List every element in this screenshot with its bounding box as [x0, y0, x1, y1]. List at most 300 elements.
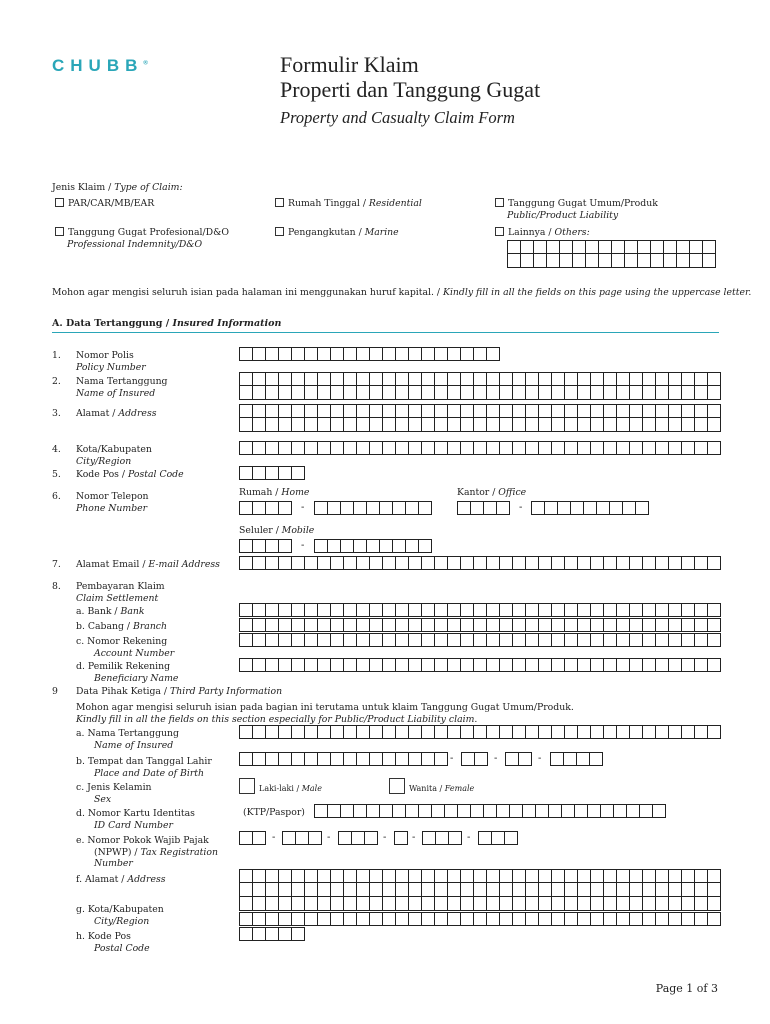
- char-box[interactable]: [409, 725, 422, 739]
- char-box[interactable]: [604, 869, 617, 883]
- home-phone-input[interactable]: [314, 501, 432, 515]
- char-box[interactable]: [409, 618, 422, 632]
- char-box[interactable]: [565, 883, 578, 897]
- char-box[interactable]: [383, 883, 396, 897]
- char-box[interactable]: [513, 658, 526, 672]
- char-box[interactable]: [344, 618, 357, 632]
- char-box[interactable]: [500, 603, 513, 617]
- char-box[interactable]: [422, 556, 435, 570]
- email-input[interactable]: [239, 556, 721, 570]
- char-box[interactable]: [630, 618, 643, 632]
- char-box[interactable]: [357, 752, 370, 766]
- char-box[interactable]: [370, 404, 383, 418]
- char-box[interactable]: [532, 501, 545, 515]
- char-box[interactable]: [565, 725, 578, 739]
- char-box[interactable]: [422, 658, 435, 672]
- char-box[interactable]: [370, 658, 383, 672]
- char-box[interactable]: [357, 404, 370, 418]
- char-box[interactable]: [591, 869, 604, 883]
- char-box[interactable]: [305, 752, 318, 766]
- char-box[interactable]: [396, 725, 409, 739]
- char-box[interactable]: [253, 897, 266, 911]
- char-box[interactable]: [630, 372, 643, 386]
- checkbox[interactable]: [275, 198, 284, 207]
- char-box[interactable]: [500, 404, 513, 418]
- char-box[interactable]: [604, 556, 617, 570]
- char-box[interactable]: [344, 418, 357, 432]
- char-box[interactable]: [462, 752, 475, 766]
- char-box[interactable]: [513, 912, 526, 926]
- char-box[interactable]: [409, 897, 422, 911]
- char-box[interactable]: [396, 869, 409, 883]
- id-card-input[interactable]: [314, 804, 666, 818]
- char-box[interactable]: [591, 725, 604, 739]
- char-box[interactable]: [266, 501, 279, 515]
- char-box[interactable]: [656, 725, 669, 739]
- char-box[interactable]: [526, 441, 539, 455]
- char-box[interactable]: [604, 418, 617, 432]
- char-box[interactable]: [630, 897, 643, 911]
- char-box[interactable]: [292, 347, 305, 361]
- char-box[interactable]: [578, 618, 591, 632]
- char-box[interactable]: [638, 240, 651, 254]
- char-box[interactable]: [695, 725, 708, 739]
- char-box[interactable]: [573, 240, 586, 254]
- char-box[interactable]: [521, 240, 534, 254]
- char-box[interactable]: [396, 418, 409, 432]
- char-box[interactable]: [279, 725, 292, 739]
- char-box[interactable]: [526, 556, 539, 570]
- npwp-part4[interactable]: [394, 831, 408, 845]
- char-box[interactable]: [305, 556, 318, 570]
- char-box[interactable]: [279, 556, 292, 570]
- char-box[interactable]: [513, 386, 526, 400]
- char-box[interactable]: [409, 556, 422, 570]
- char-box[interactable]: [292, 725, 305, 739]
- char-box[interactable]: [344, 347, 357, 361]
- char-box[interactable]: [591, 897, 604, 911]
- char-box[interactable]: [383, 372, 396, 386]
- char-box[interactable]: [617, 603, 630, 617]
- char-box[interactable]: [643, 658, 656, 672]
- char-box[interactable]: [656, 883, 669, 897]
- char-box[interactable]: [240, 752, 253, 766]
- char-box[interactable]: [703, 240, 716, 254]
- char-box[interactable]: [240, 927, 253, 941]
- char-box[interactable]: [643, 912, 656, 926]
- char-box[interactable]: [461, 883, 474, 897]
- char-box[interactable]: [292, 633, 305, 647]
- char-box[interactable]: [305, 618, 318, 632]
- char-box[interactable]: [497, 501, 510, 515]
- char-box[interactable]: [565, 404, 578, 418]
- char-box[interactable]: [474, 912, 487, 926]
- char-box[interactable]: [266, 633, 279, 647]
- char-box[interactable]: [630, 556, 643, 570]
- char-box[interactable]: [625, 240, 638, 254]
- char-box[interactable]: [266, 897, 279, 911]
- char-box[interactable]: [461, 347, 474, 361]
- char-box[interactable]: [604, 372, 617, 386]
- char-box[interactable]: [552, 404, 565, 418]
- char-box[interactable]: [331, 418, 344, 432]
- char-box[interactable]: [383, 912, 396, 926]
- char-box[interactable]: [422, 441, 435, 455]
- char-box[interactable]: [578, 418, 591, 432]
- char-box[interactable]: [292, 752, 305, 766]
- char-box[interactable]: [526, 618, 539, 632]
- char-box[interactable]: [448, 347, 461, 361]
- char-box[interactable]: [630, 441, 643, 455]
- char-box[interactable]: [395, 831, 408, 845]
- char-box[interactable]: [539, 404, 552, 418]
- char-box[interactable]: [448, 912, 461, 926]
- char-box[interactable]: [318, 633, 331, 647]
- char-box[interactable]: [458, 804, 471, 818]
- char-box[interactable]: [448, 725, 461, 739]
- char-box[interactable]: [253, 927, 266, 941]
- char-box[interactable]: [393, 804, 406, 818]
- char-box[interactable]: [331, 869, 344, 883]
- char-box[interactable]: [266, 752, 279, 766]
- char-box[interactable]: [552, 658, 565, 672]
- char-box[interactable]: [357, 386, 370, 400]
- char-box[interactable]: [578, 869, 591, 883]
- char-box[interactable]: [365, 831, 378, 845]
- char-box[interactable]: [279, 603, 292, 617]
- char-box[interactable]: [357, 556, 370, 570]
- char-box[interactable]: [448, 556, 461, 570]
- char-box[interactable]: [266, 658, 279, 672]
- char-box[interactable]: [513, 556, 526, 570]
- char-box[interactable]: [669, 441, 682, 455]
- birth-year-input[interactable]: [550, 752, 603, 766]
- char-box[interactable]: [708, 441, 721, 455]
- char-box[interactable]: [370, 386, 383, 400]
- char-box[interactable]: [357, 347, 370, 361]
- char-box[interactable]: [526, 725, 539, 739]
- char-box[interactable]: [617, 897, 630, 911]
- char-box[interactable]: [487, 618, 500, 632]
- char-box[interactable]: [305, 883, 318, 897]
- char-box[interactable]: [354, 804, 367, 818]
- char-box[interactable]: [643, 883, 656, 897]
- char-box[interactable]: [695, 912, 708, 926]
- char-box[interactable]: [656, 556, 669, 570]
- char-box[interactable]: [292, 603, 305, 617]
- char-box[interactable]: [279, 927, 292, 941]
- char-box[interactable]: [591, 633, 604, 647]
- char-box[interactable]: [545, 501, 558, 515]
- char-box[interactable]: [331, 752, 344, 766]
- char-box[interactable]: [695, 603, 708, 617]
- char-box[interactable]: [435, 556, 448, 570]
- char-box[interactable]: [539, 897, 552, 911]
- char-box[interactable]: [552, 897, 565, 911]
- char-box[interactable]: [292, 618, 305, 632]
- char-box[interactable]: [240, 869, 253, 883]
- birth-day-input[interactable]: [461, 752, 488, 766]
- char-box[interactable]: [318, 658, 331, 672]
- char-box[interactable]: [422, 618, 435, 632]
- char-box[interactable]: [500, 441, 513, 455]
- char-box[interactable]: [448, 441, 461, 455]
- char-box[interactable]: [292, 441, 305, 455]
- char-box[interactable]: [435, 752, 448, 766]
- char-box[interactable]: [370, 752, 383, 766]
- char-box[interactable]: [331, 386, 344, 400]
- tp-address-input[interactable]: [239, 869, 721, 911]
- char-box[interactable]: [328, 501, 341, 515]
- char-box[interactable]: [240, 347, 253, 361]
- char-box[interactable]: [669, 658, 682, 672]
- char-box[interactable]: [552, 418, 565, 432]
- char-box[interactable]: [669, 372, 682, 386]
- char-box[interactable]: [565, 603, 578, 617]
- char-box[interactable]: [695, 618, 708, 632]
- char-box[interactable]: [690, 240, 703, 254]
- char-box[interactable]: [578, 556, 591, 570]
- char-box[interactable]: [370, 897, 383, 911]
- char-box[interactable]: [526, 658, 539, 672]
- char-box[interactable]: [492, 831, 505, 845]
- checkbox[interactable]: [55, 198, 64, 207]
- char-box[interactable]: [513, 883, 526, 897]
- char-box[interactable]: [396, 618, 409, 632]
- char-box[interactable]: [331, 556, 344, 570]
- char-box[interactable]: [435, 404, 448, 418]
- char-box[interactable]: [505, 831, 518, 845]
- char-box[interactable]: [409, 441, 422, 455]
- char-box[interactable]: [396, 912, 409, 926]
- char-box[interactable]: [656, 418, 669, 432]
- char-box[interactable]: [344, 441, 357, 455]
- char-box[interactable]: [487, 418, 500, 432]
- char-box[interactable]: [266, 869, 279, 883]
- char-box[interactable]: [240, 556, 253, 570]
- char-box[interactable]: [599, 254, 612, 268]
- char-box[interactable]: [383, 633, 396, 647]
- char-box[interactable]: [536, 804, 549, 818]
- char-box[interactable]: [578, 897, 591, 911]
- char-box[interactable]: [500, 897, 513, 911]
- char-box[interactable]: [448, 658, 461, 672]
- char-box[interactable]: [370, 603, 383, 617]
- char-box[interactable]: [604, 883, 617, 897]
- char-box[interactable]: [422, 386, 435, 400]
- char-box[interactable]: [617, 404, 630, 418]
- char-box[interactable]: [266, 539, 279, 553]
- char-box[interactable]: [577, 752, 590, 766]
- char-box[interactable]: [266, 372, 279, 386]
- char-box[interactable]: [474, 883, 487, 897]
- char-box[interactable]: [448, 404, 461, 418]
- char-box[interactable]: [383, 556, 396, 570]
- char-box[interactable]: [296, 831, 309, 845]
- char-box[interactable]: [526, 869, 539, 883]
- char-box[interactable]: [279, 404, 292, 418]
- char-box[interactable]: [422, 404, 435, 418]
- char-box[interactable]: [367, 501, 380, 515]
- char-box[interactable]: [396, 752, 409, 766]
- char-box[interactable]: [651, 254, 664, 268]
- char-box[interactable]: [643, 386, 656, 400]
- char-box[interactable]: [422, 725, 435, 739]
- char-box[interactable]: [283, 831, 296, 845]
- char-box[interactable]: [292, 418, 305, 432]
- checkbox[interactable]: [275, 227, 284, 236]
- char-box[interactable]: [393, 539, 406, 553]
- char-box[interactable]: [565, 618, 578, 632]
- char-box[interactable]: [578, 386, 591, 400]
- char-box[interactable]: [448, 633, 461, 647]
- char-box[interactable]: [240, 404, 253, 418]
- char-box[interactable]: [331, 441, 344, 455]
- char-box[interactable]: [406, 501, 419, 515]
- char-box[interactable]: [630, 418, 643, 432]
- char-box[interactable]: [435, 912, 448, 926]
- char-box[interactable]: [708, 556, 721, 570]
- char-box[interactable]: [344, 633, 357, 647]
- npwp-part6[interactable]: [478, 831, 518, 845]
- char-box[interactable]: [526, 603, 539, 617]
- char-box[interactable]: [461, 618, 474, 632]
- char-box[interactable]: [370, 556, 383, 570]
- bank-input[interactable]: [239, 603, 721, 617]
- char-box[interactable]: [627, 804, 640, 818]
- char-box[interactable]: [526, 386, 539, 400]
- char-box[interactable]: [669, 633, 682, 647]
- char-box[interactable]: [630, 869, 643, 883]
- char-box[interactable]: [656, 658, 669, 672]
- birth-month-input[interactable]: [505, 752, 532, 766]
- char-box[interactable]: [519, 752, 532, 766]
- char-box[interactable]: [318, 603, 331, 617]
- char-box[interactable]: [523, 804, 536, 818]
- char-box[interactable]: [279, 347, 292, 361]
- char-box[interactable]: [396, 633, 409, 647]
- char-box[interactable]: [500, 556, 513, 570]
- char-box[interactable]: [435, 869, 448, 883]
- char-box[interactable]: [370, 883, 383, 897]
- char-box[interactable]: [636, 501, 649, 515]
- char-box[interactable]: [461, 386, 474, 400]
- char-box[interactable]: [279, 501, 292, 515]
- account-number-input[interactable]: [239, 633, 721, 647]
- char-box[interactable]: [292, 897, 305, 911]
- char-box[interactable]: [534, 240, 547, 254]
- char-box[interactable]: [630, 404, 643, 418]
- char-box[interactable]: [604, 725, 617, 739]
- char-box[interactable]: [604, 404, 617, 418]
- char-box[interactable]: [653, 804, 666, 818]
- char-box[interactable]: [409, 869, 422, 883]
- char-box[interactable]: [461, 372, 474, 386]
- char-box[interactable]: [448, 418, 461, 432]
- char-box[interactable]: [487, 897, 500, 911]
- char-box[interactable]: [240, 372, 253, 386]
- char-box[interactable]: [623, 501, 636, 515]
- char-box[interactable]: [487, 658, 500, 672]
- char-box[interactable]: [461, 725, 474, 739]
- char-box[interactable]: [630, 658, 643, 672]
- char-box[interactable]: [682, 869, 695, 883]
- char-box[interactable]: [500, 912, 513, 926]
- char-box[interactable]: [240, 831, 253, 845]
- char-box[interactable]: [565, 869, 578, 883]
- char-box[interactable]: [656, 603, 669, 617]
- char-box[interactable]: [526, 633, 539, 647]
- char-box[interactable]: [552, 633, 565, 647]
- char-box[interactable]: [630, 633, 643, 647]
- char-box[interactable]: [328, 804, 341, 818]
- office-phone-area-input[interactable]: [457, 501, 510, 515]
- char-box[interactable]: [591, 618, 604, 632]
- char-box[interactable]: [682, 556, 695, 570]
- char-box[interactable]: [590, 752, 603, 766]
- char-box[interactable]: [708, 725, 721, 739]
- char-box[interactable]: [435, 883, 448, 897]
- char-box[interactable]: [253, 869, 266, 883]
- char-box[interactable]: [380, 539, 393, 553]
- char-box[interactable]: [513, 897, 526, 911]
- char-box[interactable]: [240, 912, 253, 926]
- char-box[interactable]: [240, 603, 253, 617]
- char-box[interactable]: [539, 441, 552, 455]
- npwp-part3[interactable]: [338, 831, 378, 845]
- char-box[interactable]: [682, 418, 695, 432]
- char-box[interactable]: [539, 386, 552, 400]
- char-box[interactable]: [448, 883, 461, 897]
- char-box[interactable]: [292, 372, 305, 386]
- char-box[interactable]: [578, 633, 591, 647]
- char-box[interactable]: [682, 404, 695, 418]
- char-box[interactable]: [474, 603, 487, 617]
- char-box[interactable]: [396, 556, 409, 570]
- sex-female-option[interactable]: Wanita / Female: [389, 778, 474, 794]
- char-box[interactable]: [266, 618, 279, 632]
- char-box[interactable]: [682, 618, 695, 632]
- char-box[interactable]: [331, 633, 344, 647]
- char-box[interactable]: [357, 883, 370, 897]
- char-box[interactable]: [344, 883, 357, 897]
- char-box[interactable]: [253, 386, 266, 400]
- char-box[interactable]: [435, 418, 448, 432]
- char-box[interactable]: [292, 556, 305, 570]
- char-box[interactable]: [266, 418, 279, 432]
- char-box[interactable]: [253, 752, 266, 766]
- char-box[interactable]: [640, 804, 653, 818]
- char-box[interactable]: [500, 869, 513, 883]
- char-box[interactable]: [409, 404, 422, 418]
- char-box[interactable]: [305, 912, 318, 926]
- char-box[interactable]: [669, 883, 682, 897]
- char-box[interactable]: [625, 254, 638, 268]
- char-box[interactable]: [500, 386, 513, 400]
- char-box[interactable]: [266, 347, 279, 361]
- char-box[interactable]: [279, 912, 292, 926]
- char-box[interactable]: [656, 897, 669, 911]
- sex-male-option[interactable]: Laki-laki / Male: [239, 778, 322, 794]
- char-box[interactable]: [526, 883, 539, 897]
- char-box[interactable]: [474, 372, 487, 386]
- char-box[interactable]: [305, 869, 318, 883]
- char-box[interactable]: [383, 869, 396, 883]
- char-box[interactable]: [682, 603, 695, 617]
- tp-postal-input[interactable]: [239, 927, 305, 941]
- char-box[interactable]: [508, 254, 521, 268]
- char-box[interactable]: [562, 804, 575, 818]
